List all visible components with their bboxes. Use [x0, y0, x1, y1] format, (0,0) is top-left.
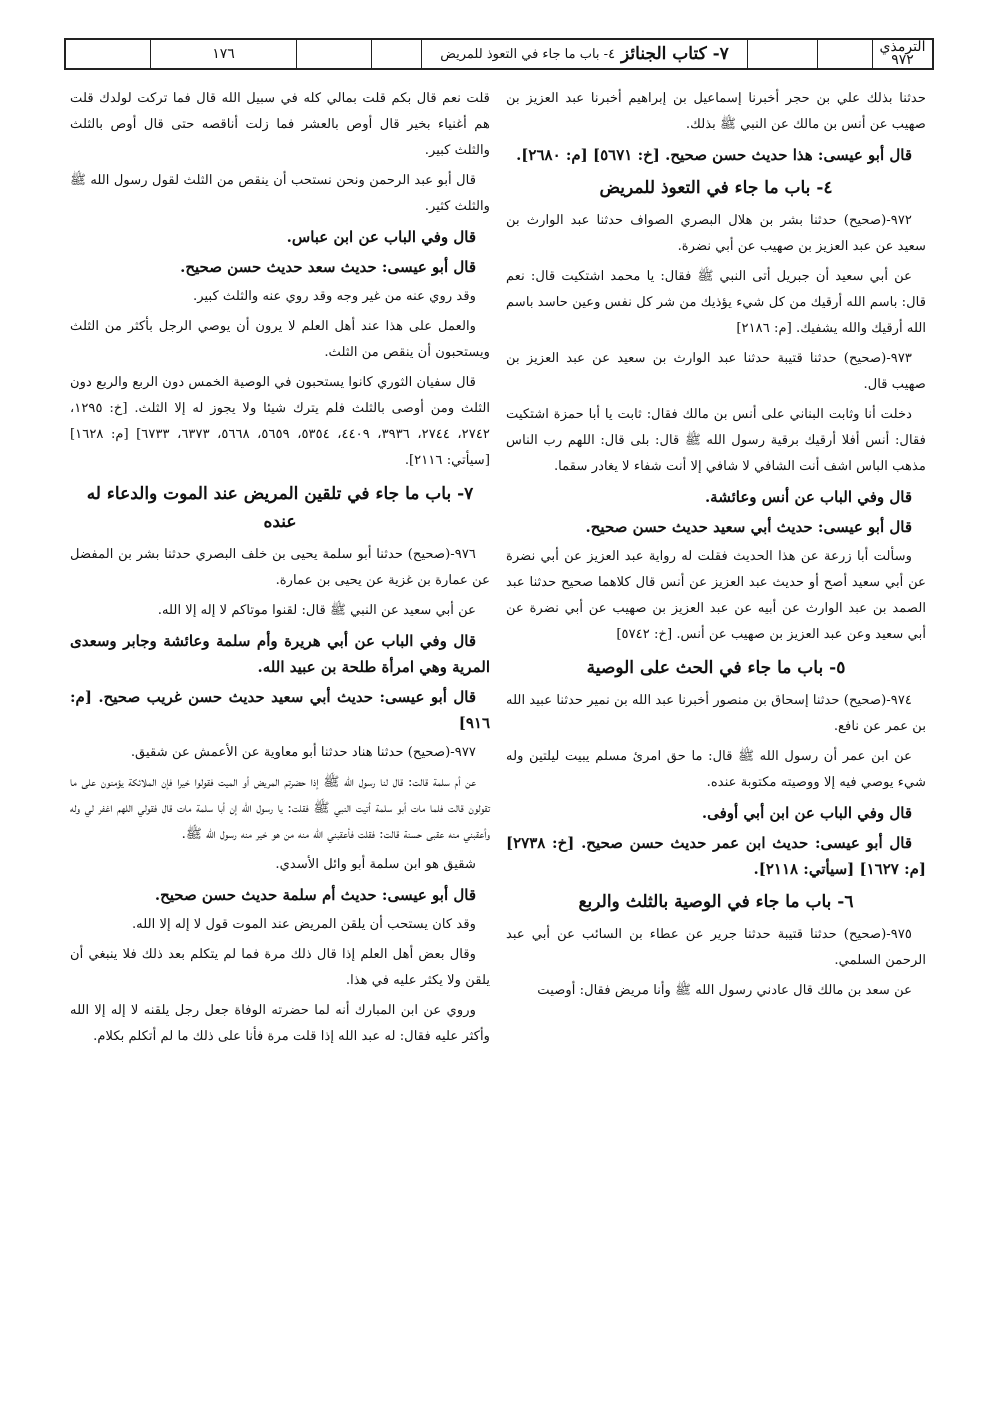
hadith-chain: ٩٧٥-(صحيح) حدثنا قتيبة حدثنا جرير عن عطاء بن السائب عن أبي عبد الرحمن السلمي.	[506, 927, 926, 968]
chapter-heading: ٤- باب ما جاء في التعوذ للمريض	[599, 178, 833, 198]
hadith-text: عن ابن عمر أن رسول الله ﷺ قال: ما حق امرئ مسلم يبيت ليلتين وله شيء يوصي فيه إلا ووصيته مكتوبة عنده.	[506, 749, 926, 790]
paragraph: حدثنا بذلك علي بن حجر أخبرنا إسماعيل بن إبراهيم أخبرنا عبد العزيز بن صهيب عن أنس بن مالك عن النبي ﷺ بذلك.	[506, 91, 926, 132]
header-empty-cell	[296, 40, 371, 68]
hadith-text: عن أبي سعيد أن جبريل أتى النبي ﷺ فقال: يا محمد اشتكيت قال: نعم قال: باسم الله أرقيك من كل شيء يؤذيك من شر كل نفس وعين حاسد باسم الله أرقيك والله يشفيك. [م: ٢١٨٦]	[506, 269, 926, 336]
paragraph: قال أبو عبد الرحمن ونحن نستحب أن ينقص من الثلث لقول رسول الله ﷺ والثلث كثير.	[70, 173, 490, 214]
header-empty-cell	[371, 40, 421, 68]
paragraph: والعمل على هذا عند أهل العلم لا يرون أن يوصي الرجل بأكثر من الثلث ويستحبون أن ينقص من الثلث.	[70, 319, 490, 360]
header-title	[421, 40, 747, 68]
paragraph: وقد كان يستحب أن يلقن المريض عند الموت قول لا إله إلا الله.	[131, 917, 476, 932]
page-header	[64, 38, 934, 70]
verdict-line: قال أبو عيسى: حديث أبي سعيد حديث حسن غريب صحيح. [م: ٩١٦]	[70, 688, 490, 732]
hadith-text: قلت نعم قال بكم قلت بمالي كله في سبيل الله قال فما تركت لولدك قلت هم أغنياء بخير قال أوص بالعشر فما زلت أناقصه حتى قال أوص بالثلث والثلث كبير.	[70, 91, 490, 158]
header-sig-top: الترمذي	[879, 39, 926, 55]
header-empty-cell	[817, 40, 872, 68]
hadith-chain: ٩٧٧-(صحيح) حدثنا هناد حدثنا أبو معاوية عن الأعمش عن شقيق.	[130, 745, 476, 760]
paragraph: شقيق هو ابن سلمة أبو وائل الأسدي.	[275, 857, 476, 872]
verdict-line: قال أبو عيسى: حديث أبي سعيد حديث حسن صحيح.	[585, 518, 912, 536]
header-empty-cell	[66, 40, 150, 68]
hadith-text: عن أبي سعيد عن النبي ﷺ قال: لقنوا موتاكم لا إله إلا الله.	[157, 603, 476, 618]
hadith-text: دخلت أنا وثابت البناني على أنس بن مالك فقال: ثابت يا أبا حمزة اشتكيت فقال: أنس أفلا أرقيك برقية رسول الله ﷺ قال: بلى قال: اللهم رب الناس مذهب الباس اشف أنت الشافي لا شافي إلا أنت شفاء لا يغادر سقما.	[506, 407, 926, 474]
paragraph: وروي عن ابن المبارك أنه لما حضرته الوفاة جعل رجل يلقنه لا إله إلا الله وأكثر عليه فقال: له عبد الله إذا قلت مرة فأنا على ذلك ما لم أتكلم بكلام.	[70, 1003, 490, 1044]
verdict-line: قال أبو عيسى: حديث أم سلمة حديث حسن صحيح.	[154, 886, 476, 904]
hadith-chain: ٩٧٢-(صحيح) حدثنا بشر بن هلال البصري الصواف حدثنا عبد الوارث بن سعيد عن عبد العزيز بن صهيب عن أبي نضرة.	[506, 213, 926, 254]
header-chapter: ٤- باب ما جاء في التعوذ للمريض	[440, 46, 616, 62]
header-sig-num: ٩٧٢	[891, 52, 914, 68]
in-chapter-line: قال وفي الباب عن أبي هريرة وأم سلمة وعائشة وجابر وسعدى المرية وهي امرأة طلحة بن عبيد الله.	[70, 632, 490, 676]
left-column	[70, 86, 490, 1054]
verdict-line: قال أبو عيسى: هذا حديث حسن صحيح. [خ: ٥٦٧١] [م: ٢٦٨٠].	[516, 146, 912, 164]
in-chapter-line: قال وفي الباب عن ابن أبي أوفى.	[701, 804, 912, 822]
verdict-line: قال أبو عيسى: حديث سعد حديث حسن صحيح.	[180, 258, 476, 276]
header-page-number: ١٧٦	[150, 40, 296, 68]
chapter-heading: ٦- باب ما جاء في الوصية بالثلث والربع	[578, 892, 854, 912]
header-empty-cell	[747, 40, 817, 68]
hadith-chain: ٩٧٣-(صحيح) حدثنا قتيبة حدثنا عبد الوارث بن سعيد عن عبد العزيز بن صهيب قال.	[506, 351, 926, 392]
paragraph: وقال بعض أهل العلم إذا قال ذلك مرة فما لم يتكلم بعد ذلك فلا ينبغي أن يلقن ولا يكثر عليه في هذا.	[70, 947, 490, 988]
hadith-chain: ٩٧٦-(صحيح) حدثنا أبو سلمة يحيى بن خلف البصري حدثنا بشر بن المفضل عن عمارة بن غزية عن يحيى بن عمارة.	[70, 547, 490, 588]
hadith-chain: ٩٧٤-(صحيح) حدثنا إسحاق بن منصور أخبرنا عبد الله بن نمير حدثنا عبيد الله بن عمر عن نافع.	[506, 693, 926, 734]
header-signature	[872, 40, 932, 68]
header-book: ٧- كتاب الجنائز	[621, 44, 729, 64]
in-chapter-line: قال وفي الباب عن أنس وعائشة.	[704, 488, 912, 506]
paragraph: قال سفيان الثوري كانوا يستحبون في الوصية الخمس دون الربع والربع دون الثلث ومن أوصى بالثلث فلم يترك شيئا ولا يجوز له إلا الثلث. [خ: ١٢٩٥، ٢٧٤٢، ٢٧٤٤، ٣٩٣٦، ٤٤٠٩، ٥٣٥٤، ٥٦٥٩، ٥٦٦٨، ٦٣٧٣، ٦٧٣٣] [م: ١٦٢٨] [سيأتي: ٢١١٦].	[70, 375, 490, 468]
chapter-heading: ٥- باب ما جاء في الحث على الوصية	[586, 658, 846, 678]
chapter-heading: ٧- باب ما جاء في تلقين المريض عند الموت والدعاء له عنده	[86, 484, 474, 532]
verdict-line: قال أبو عيسى: حديث ابن عمر حديث حسن صحيح. [خ: ٢٧٣٨] [م: ١٦٢٧] [سيأتي: ٢١١٨].	[506, 834, 926, 878]
hadith-text: عن أم سلمة قالت: قال لنا رسول الله ﷺ إذا حضرتم المريض أو الميت فقولوا خيرا فإن الملائكة يؤمنون على ما تقولون قالت فلما مات أبو سلمة أتيت النبي ﷺ فقلت: يا رسول الله إن أبا سلمة مات قال فقولي اللهم اغفر لي وله وأعقبني منه عقبى حسنة قالت: فقلت فأعقبني الله منه من هو خير منه رسول الله ﷺ.	[70, 775, 490, 842]
hadith-text: عن سعد بن مالك قال عادني رسول الله ﷺ وأنا مريض فقال: أوصيت	[537, 983, 912, 998]
in-chapter-line: قال وفي الباب عن ابن عباس.	[286, 228, 476, 246]
right-column	[506, 86, 926, 1008]
paragraph: وسألت أبا زرعة عن هذا الحديث فقلت له رواية عبد العزيز عن أبي نضرة عن أبي سعيد أصح أو حديث عبد العزيز عن أنس قال كلاهما صحيح حدثنا عبد الصمد بن عبد الوارث عن أبيه عن عبد العزيز بن صهيب عن أبي نضرة عن أبي سعيد وعن عبد العزيز بن صهيب عن أنس. [خ: ٥٧٤٢]	[506, 549, 926, 642]
paragraph: وقد روي عنه من غير وجه وقد روي عنه والثلث كبير.	[193, 289, 476, 304]
